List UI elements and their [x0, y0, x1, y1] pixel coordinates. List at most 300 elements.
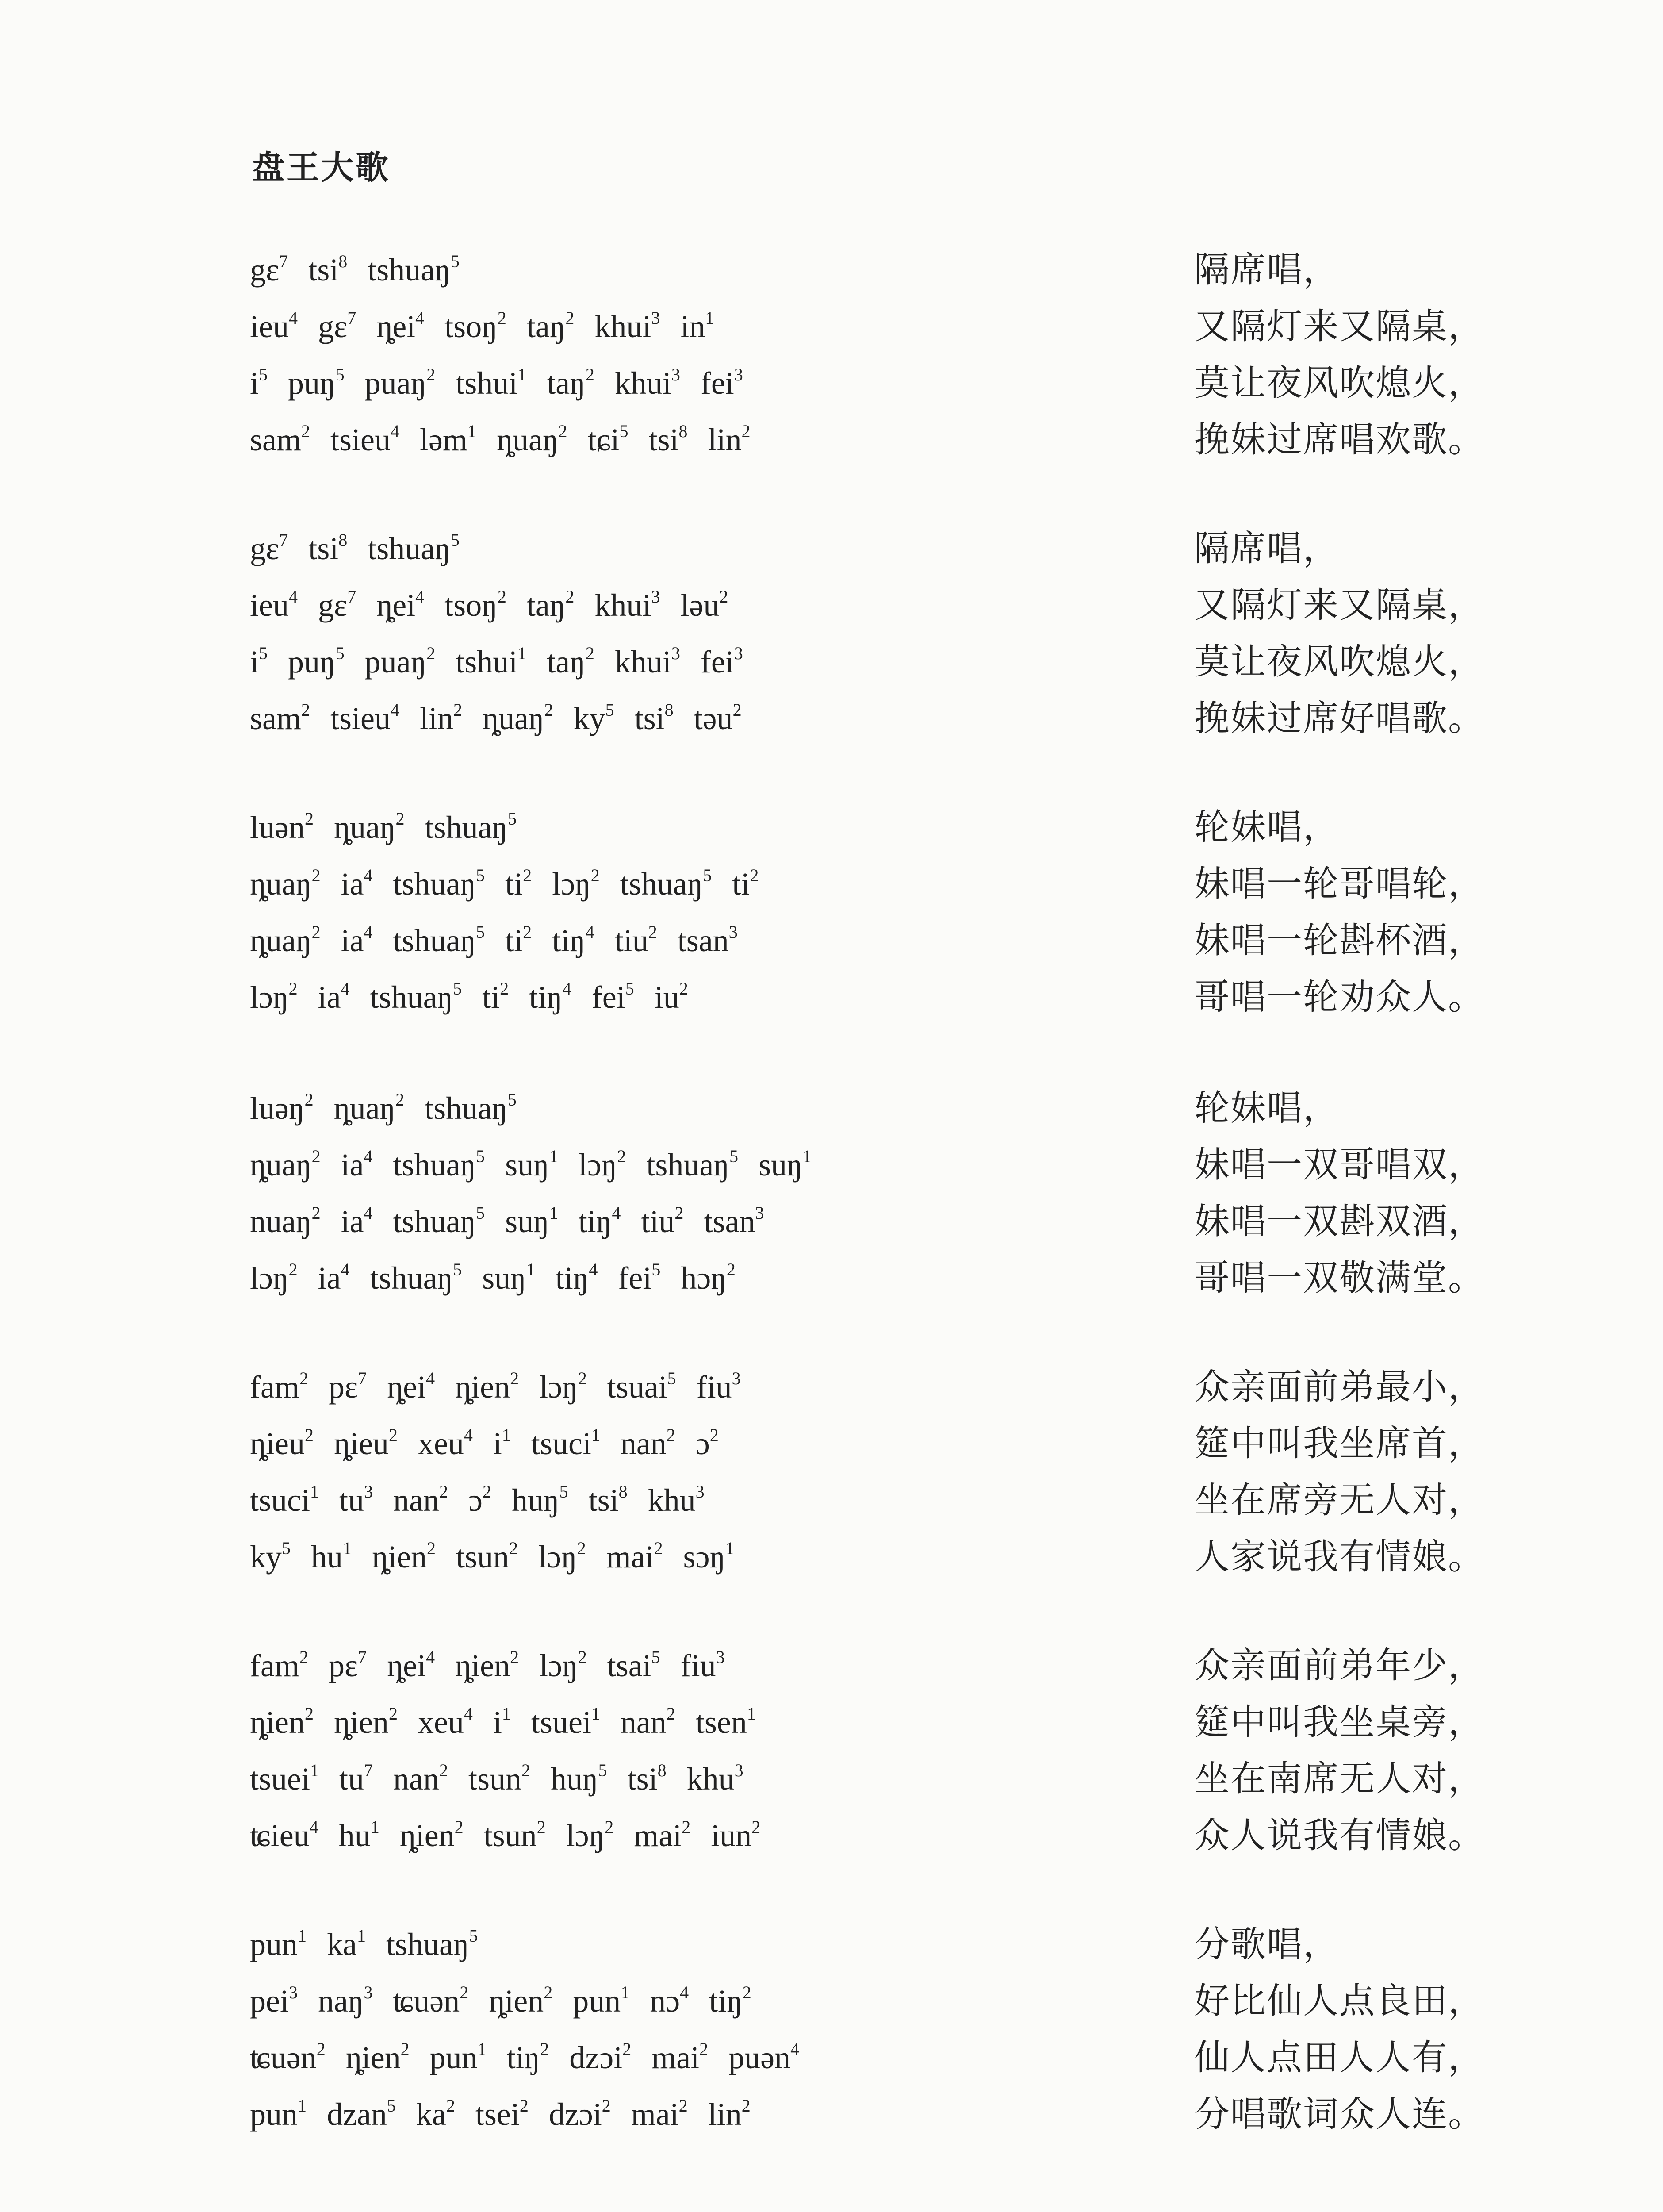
syllable-text: dzɔi — [548, 2097, 602, 2132]
syllable — [341, 1143, 373, 1187]
tone-number: 2 — [585, 365, 594, 384]
tone-number: 2 — [578, 1368, 587, 1388]
syllable — [678, 918, 738, 963]
syllable — [592, 975, 634, 1019]
syllable — [456, 640, 526, 684]
syllable-text: tsieu — [330, 422, 391, 457]
tone-number: 5 — [450, 251, 460, 271]
syllable-text: lɔŋ — [538, 1539, 577, 1575]
syllable — [709, 1979, 751, 2023]
tone-number: 2 — [742, 1982, 751, 2002]
syllable-text: in — [680, 309, 705, 344]
tone-number: 2 — [304, 1090, 314, 1110]
transcription — [250, 583, 748, 627]
syllable-text: ka — [416, 2097, 446, 2132]
tone-number: 1 — [549, 1203, 558, 1223]
syllable-text: tshuaŋ — [646, 1147, 729, 1183]
syllable-text: tshui — [456, 644, 518, 680]
tone-number: 2 — [719, 587, 728, 607]
syllable-text: ȵien — [455, 1369, 510, 1405]
tone-number: 4 — [364, 1146, 373, 1166]
syllable-text: tshuaŋ — [425, 1091, 508, 1126]
tone-number: 4 — [364, 922, 373, 942]
syllable-text: huŋ — [511, 1482, 559, 1518]
syllable — [512, 1478, 568, 1522]
syllable-text: ȵuaŋ — [250, 1147, 312, 1183]
tone-number: 1 — [310, 1760, 319, 1780]
tone-number: 1 — [517, 643, 527, 663]
syllable-text: ȵien — [345, 2040, 401, 2075]
syllable-text: ȵieu — [333, 1426, 389, 1461]
tone-number: 2 — [699, 2039, 709, 2059]
tone-number: 2 — [304, 809, 314, 829]
syllable-text: ȵuaŋ — [496, 422, 559, 457]
syllable — [250, 1365, 308, 1409]
syllable-text: ləu — [680, 588, 720, 623]
tone-number: 4 — [390, 700, 399, 720]
syllable — [556, 1256, 598, 1300]
syllable-text: ia — [341, 1147, 364, 1183]
syllable — [393, 1199, 485, 1244]
syllable — [681, 1644, 725, 1688]
syllable — [250, 526, 288, 571]
tone-number: 3 — [755, 1203, 764, 1223]
transcription — [250, 2035, 820, 2080]
syllable — [334, 1086, 405, 1130]
tone-number: 5 — [619, 421, 628, 441]
tone-number: 2 — [519, 2096, 529, 2116]
syllable-text: khui — [594, 309, 651, 344]
syllable-text: puŋ — [288, 644, 336, 680]
chinese-line: 筵中叫我坐桌旁， — [1194, 1701, 1484, 1743]
tone-number: 7 — [347, 308, 356, 328]
syllable-text: ti — [505, 923, 523, 958]
syllable — [444, 583, 506, 627]
syllable — [631, 2092, 688, 2136]
syllable — [250, 1979, 298, 2023]
syllable-text: puaŋ — [364, 644, 427, 680]
tone-number: 2 — [540, 2039, 549, 2059]
tone-number: 7 — [358, 1368, 367, 1388]
syllable — [387, 1644, 435, 1688]
tone-number: 1 — [591, 1704, 600, 1724]
tone-number: 2 — [709, 1425, 719, 1445]
syllable — [482, 975, 509, 1019]
tone-number: 2 — [565, 308, 575, 328]
syllable — [393, 1478, 448, 1522]
chinese-line: 好比仙人点良田， — [1194, 1980, 1484, 2021]
stanza — [0, 1365, 1663, 1591]
tone-number: 1 — [502, 1425, 511, 1445]
chinese-line: 轮妹唱， — [1194, 1087, 1339, 1129]
syllable — [372, 1535, 436, 1579]
syllable-text: ȵei — [387, 1369, 426, 1405]
syllable-text: nɔ — [650, 1983, 680, 2019]
tone-number: 2 — [304, 1425, 314, 1445]
tone-number: 2 — [426, 365, 436, 384]
syllable — [701, 640, 743, 684]
tone-number: 7 — [279, 251, 288, 271]
tone-number: 2 — [439, 1482, 448, 1502]
syllable-text: hu — [311, 1539, 343, 1575]
syllable — [648, 1478, 705, 1522]
syllable-text: tsi — [308, 252, 339, 288]
chinese-line: 分唱歌词众人连。 — [1194, 2093, 1484, 2135]
tone-number: 2 — [678, 2096, 688, 2116]
tone-number: 1 — [549, 1146, 558, 1166]
tone-number: 5 — [476, 1203, 485, 1223]
syllable — [329, 1365, 367, 1409]
syllable — [493, 1700, 511, 1744]
syllable-text: hu — [338, 1818, 371, 1853]
transcription — [250, 1478, 725, 1522]
syllable-text: fiu — [696, 1369, 732, 1405]
syllable — [589, 1478, 628, 1522]
syllable-text: tsen — [695, 1705, 747, 1740]
tone-number: 2 — [426, 643, 436, 663]
syllable — [250, 640, 268, 684]
syllable-text: fam — [250, 1369, 299, 1405]
syllable-text: gɛ — [250, 531, 280, 566]
tone-number: 3 — [734, 1760, 743, 1780]
chinese-line: 轮妹唱， — [1194, 806, 1339, 848]
syllable — [538, 1535, 586, 1579]
chinese-line: 众人说我有情娘。 — [1194, 1815, 1484, 1856]
syllable — [615, 640, 680, 684]
syllable-text: hɔŋ — [681, 1260, 727, 1296]
syllable-text: luəŋ — [250, 1091, 305, 1126]
syllable — [430, 2035, 487, 2080]
syllable — [696, 1421, 719, 1466]
syllable-text: ti — [482, 979, 500, 1015]
syllable — [250, 918, 321, 963]
syllable-text: nan — [393, 1761, 439, 1797]
syllable-text: tiu — [614, 923, 648, 958]
tone-number: 2 — [521, 1760, 530, 1780]
tone-number: 1 — [526, 1260, 535, 1279]
syllable — [539, 1644, 587, 1688]
tone-number: 8 — [618, 1482, 628, 1502]
syllable-text: gɛ — [318, 309, 348, 344]
tone-number: 2 — [299, 1647, 308, 1667]
tone-number: 3 — [732, 1368, 741, 1388]
syllable — [250, 1535, 291, 1579]
syllable-text: puən — [728, 2040, 791, 2075]
tone-number: 3 — [651, 308, 660, 328]
syllable-text: i — [250, 365, 259, 401]
transcription — [250, 640, 763, 684]
syllable-text: ia — [341, 1204, 364, 1239]
tone-number: 2 — [565, 587, 575, 607]
tone-number: 3 — [364, 1982, 373, 2002]
syllable-text: sam — [250, 422, 301, 457]
transcription — [250, 1086, 537, 1130]
syllable — [483, 696, 553, 741]
tone-number: 3 — [288, 1982, 298, 2002]
syllable-text: ʨuən — [250, 2040, 317, 2075]
syllable — [574, 696, 614, 741]
syllable — [250, 696, 310, 741]
syllable-text: tsun — [468, 1761, 521, 1797]
tone-number: 2 — [617, 1146, 626, 1166]
syllable-text: ia — [318, 1260, 341, 1296]
verse-line — [0, 1757, 1663, 1813]
syllable — [547, 361, 594, 405]
syllable-text: lɔŋ — [566, 1818, 605, 1853]
chinese-line: 仙人点田人人有， — [1194, 2037, 1484, 2078]
syllable — [704, 1199, 764, 1244]
syllable — [527, 583, 575, 627]
syllable-text: tshuaŋ — [393, 923, 476, 958]
tone-number: 2 — [301, 700, 310, 720]
tone-number: 8 — [664, 700, 674, 720]
syllable-text: ieu — [250, 588, 289, 623]
syllable — [615, 361, 680, 405]
chinese-line: 哥唱一双敬满堂。 — [1194, 1257, 1484, 1298]
syllable — [579, 1199, 621, 1244]
tone-number: 5 — [508, 809, 517, 829]
tone-number: 4 — [585, 922, 594, 942]
chinese-line: 人家说我有情娘。 — [1194, 1536, 1484, 1577]
syllable — [341, 1199, 373, 1244]
syllable-text: ȵuaŋ — [333, 1091, 396, 1126]
tone-number: 4 — [589, 1260, 598, 1279]
syllable — [327, 2092, 396, 2136]
syllable-text: i — [493, 1705, 502, 1740]
tone-number: 1 — [343, 1538, 352, 1558]
syllable-text: mai — [631, 2097, 679, 2132]
syllable-text: nuaŋ — [250, 1204, 312, 1239]
tone-number: 4 — [612, 1203, 621, 1223]
syllable — [250, 583, 298, 627]
syllable-text: tiŋ — [709, 1983, 743, 2019]
verse-line — [0, 1199, 1663, 1256]
syllable-text: ɔ — [695, 1426, 710, 1461]
syllable — [505, 1143, 558, 1187]
syllable — [250, 975, 298, 1019]
tone-number: 4 — [288, 587, 298, 607]
syllable — [696, 1700, 756, 1744]
syllable-text: nan — [393, 1482, 439, 1518]
syllable-text: gɛ — [318, 588, 348, 623]
syllable-text: pei — [250, 1983, 289, 2019]
syllable — [327, 1922, 366, 1966]
verse-line — [0, 1979, 1663, 2035]
tone-number: 2 — [741, 2096, 751, 2116]
tone-number: 5 — [450, 530, 460, 550]
syllable — [334, 805, 405, 849]
syllable-text: mai — [606, 1539, 654, 1575]
syllable — [250, 1199, 321, 1244]
syllable-text: i — [493, 1426, 502, 1461]
syllable — [641, 1199, 683, 1244]
tone-number: 2 — [674, 1203, 684, 1223]
transcription — [250, 304, 734, 349]
tone-number: 5 — [387, 2096, 396, 2116]
syllable — [549, 2092, 611, 2136]
syllable-text: ȵei — [376, 588, 416, 623]
syllable — [393, 862, 485, 906]
syllable — [330, 696, 399, 741]
verse-line — [0, 918, 1663, 975]
tone-number: 4 — [790, 2039, 800, 2059]
syllable-text: ti — [505, 866, 523, 902]
syllable-text: tsuei — [531, 1705, 591, 1740]
tone-number: 4 — [415, 587, 425, 607]
tone-number: 1 — [467, 421, 476, 441]
syllable — [250, 805, 314, 849]
chinese-line: 分歌唱， — [1194, 1924, 1339, 1965]
syllable-text: lɔŋ — [250, 979, 289, 1015]
verse-line — [0, 862, 1663, 918]
syllable-text: tshui — [456, 365, 518, 401]
syllable — [370, 1256, 462, 1300]
transcription — [250, 418, 771, 462]
syllable-text: fam — [250, 1648, 299, 1683]
syllable — [250, 2035, 326, 2080]
syllable-text: ȵuaŋ — [250, 866, 312, 902]
syllable-text: ȵuaŋ — [333, 810, 396, 845]
syllable-text: tshuaŋ — [393, 866, 476, 902]
syllable-text: iun — [711, 1818, 752, 1853]
verse-line — [0, 1421, 1663, 1478]
chinese-line: 又隔灯来又隔桌， — [1194, 306, 1484, 347]
tone-number: 7 — [279, 530, 288, 550]
tone-number: 4 — [426, 1368, 435, 1388]
syllable — [250, 1757, 319, 1801]
syllable — [651, 2035, 708, 2080]
syllable — [484, 1813, 546, 1858]
syllable-text: tsai — [607, 1648, 651, 1683]
syllable — [648, 418, 687, 462]
tone-number: 2 — [426, 1538, 436, 1558]
syllable-text: pɛ — [328, 1648, 358, 1683]
syllable — [569, 2035, 631, 2080]
syllable — [250, 1143, 321, 1187]
verse-line — [0, 2035, 1663, 2092]
syllable-text: pun — [250, 1927, 298, 1962]
tone-number: 2 — [288, 979, 298, 998]
tone-number: 5 — [507, 1090, 517, 1110]
syllable-text: tsi — [588, 1482, 619, 1518]
syllable-text: khui — [614, 365, 671, 401]
tone-number: 2 — [605, 1817, 614, 1837]
syllable — [420, 418, 476, 462]
syllable — [529, 975, 571, 1019]
syllable-text: pun — [429, 2040, 478, 2075]
syllable-text: tsun — [456, 1539, 509, 1575]
transcription — [250, 1644, 745, 1688]
syllable — [579, 1143, 626, 1187]
tone-number: 5 — [335, 365, 345, 384]
chinese-line: 又隔灯来又隔桌， — [1194, 584, 1484, 626]
tone-number: 2 — [726, 1260, 736, 1279]
syllable-text: tiŋ — [529, 979, 563, 1015]
syllable — [505, 1199, 558, 1244]
stanza — [0, 526, 1663, 753]
tone-number: 2 — [590, 865, 600, 885]
verse-line — [0, 1143, 1663, 1199]
syllable-text: mai — [651, 2040, 700, 2075]
tone-number: 8 — [678, 421, 688, 441]
syllable — [618, 1256, 660, 1300]
tone-number: 2 — [509, 1538, 518, 1558]
syllable-text: tshuaŋ — [368, 252, 451, 288]
tone-number: 4 — [390, 421, 399, 441]
syllable-text: lɔŋ — [552, 866, 591, 902]
tone-number: 2 — [523, 922, 532, 942]
syllable — [552, 918, 594, 963]
syllable-text: tu — [339, 1482, 364, 1518]
transcription — [250, 1757, 764, 1801]
syllable — [250, 1086, 314, 1130]
syllable-text: lin — [419, 701, 453, 736]
syllable — [527, 304, 575, 349]
tone-number: 5 — [282, 1538, 291, 1558]
transcription — [250, 918, 758, 963]
tone-number: 5 — [651, 1260, 661, 1279]
tone-number: 1 — [356, 1926, 366, 1946]
syllable — [341, 862, 373, 906]
syllable — [468, 1478, 491, 1522]
syllable — [687, 1757, 743, 1801]
syllable-text: taŋ — [526, 588, 566, 623]
syllable-text: ky — [250, 1539, 282, 1575]
transcription — [250, 361, 763, 405]
syllable-text: fei — [618, 1260, 652, 1296]
tone-number: 2 — [751, 1817, 761, 1837]
syllable — [683, 1535, 735, 1579]
syllable-text: tsoŋ — [444, 588, 498, 623]
verse-line — [0, 975, 1663, 1032]
tone-number: 3 — [671, 643, 680, 663]
tone-number: 5 — [598, 1760, 607, 1780]
syllable — [416, 2092, 455, 2136]
syllable — [288, 361, 345, 405]
syllable-text: khui — [614, 644, 671, 680]
syllable — [607, 1644, 660, 1688]
transcription — [250, 805, 537, 849]
tone-number: 4 — [341, 979, 350, 998]
tone-number: 4 — [364, 865, 373, 885]
chinese-line: 妹唱一双哥唱双， — [1194, 1144, 1484, 1185]
tone-number: 2 — [679, 979, 688, 998]
tone-number: 1 — [802, 1146, 812, 1166]
syllable-text: ti — [732, 866, 750, 902]
transcription — [250, 1535, 755, 1579]
syllable-text: tsi — [308, 531, 339, 566]
tone-number: 2 — [301, 421, 310, 441]
syllable — [339, 1478, 373, 1522]
chinese-line: 哥唱一轮劝众人。 — [1194, 976, 1484, 1018]
syllable — [250, 1813, 318, 1858]
syllable-text: tsuai — [607, 1369, 667, 1405]
syllable-text: pɛ — [328, 1369, 358, 1405]
tone-number: 2 — [602, 2096, 611, 2116]
syllable — [365, 361, 436, 405]
syllable-text: lin — [708, 2097, 742, 2132]
tone-number: 1 — [298, 1926, 307, 1946]
tone-number: 1 — [621, 1982, 630, 2002]
syllable-text: suŋ — [482, 1260, 526, 1296]
syllable — [620, 862, 712, 906]
syllable-text: tshuaŋ — [370, 979, 453, 1015]
syllable-text: tshuaŋ — [425, 810, 508, 845]
syllable — [250, 361, 268, 405]
tone-number: 2 — [666, 1704, 675, 1724]
syllable — [635, 696, 674, 741]
transcription — [250, 248, 480, 292]
